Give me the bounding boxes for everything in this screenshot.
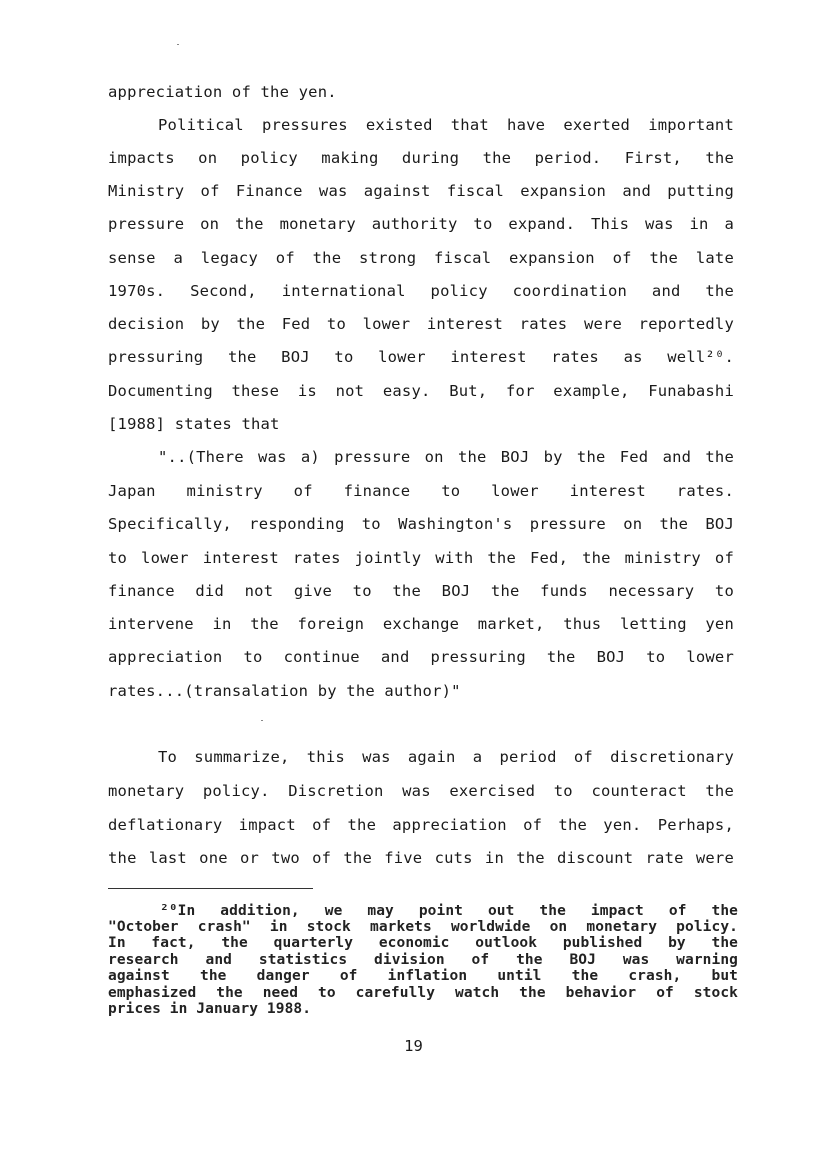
footnote-line: "October crash" in stock markets worldwide on monetary policy. — [108, 919, 738, 935]
body-line: [1988] states that — [108, 415, 280, 433]
body-line: Ministry of Finance was against fiscal expansion and putting — [108, 182, 734, 200]
body-line: pressure on the monetary authority to expand. This was in a — [108, 215, 734, 233]
footnote-line: research and statistics division of the BOJ was warning — [108, 952, 738, 968]
quote-line: Specifically, responding to Washington's pressure on the BOJ — [108, 515, 734, 533]
scan-speck — [177, 44, 179, 45]
quote-line: appreciation to continue and pressuring the BOJ to lower — [108, 648, 734, 666]
body-line: To summarize, this was again a period of discretionary — [158, 748, 734, 766]
page-number: 19 — [404, 1037, 423, 1055]
quote-line: intervene in the foreign exchange market, thus letting yen — [108, 615, 734, 633]
quote-line: to lower interest rates jointly with the Fed, the ministry of — [108, 549, 734, 567]
footnote-line: In fact, the quarterly economic outlook published by the — [108, 935, 738, 951]
body-line: Political pressures existed that have exerted important — [158, 116, 734, 134]
body-line: monetary policy. Discretion was exercised to counteract the — [108, 782, 734, 800]
quote-line: Japan ministry of finance to lower interest rates. — [108, 482, 734, 500]
body-line: impacts on policy making during the period. First, the — [108, 149, 734, 167]
scan-speck — [261, 720, 263, 721]
quote-line: "..(There was a) pressure on the BOJ by the Fed and the — [158, 448, 734, 466]
footnote-line: emphasized the need to carefully watch the behavior of stock — [108, 985, 738, 1001]
body-line: sense a legacy of the strong fiscal expansion of the late — [108, 249, 734, 267]
quote-line: rates...(transalation by the author)" — [108, 682, 461, 700]
body-line: deflationary impact of the appreciation of the yen. Perhaps, — [108, 816, 734, 834]
body-line: the last one or two of the five cuts in the discount rate were — [108, 849, 734, 867]
quote-line: finance did not give to the BOJ the funds necessary to — [108, 582, 734, 600]
body-line: 1970s. Second, international policy coordination and the — [108, 282, 734, 300]
footnote-line: ²⁰In addition, we may point out the impact of the — [160, 903, 738, 919]
body-line: decision by the Fed to lower interest rates were reportedly — [108, 315, 734, 333]
body-line: appreciation of the yen. — [108, 83, 337, 101]
body-line: pressuring the BOJ to lower interest rates as well²⁰. — [108, 348, 734, 366]
footnote-line: prices in January 1988. — [108, 1001, 312, 1017]
footnote-rule — [108, 888, 313, 889]
body-line: Documenting these is not easy. But, for example, Funabashi — [108, 382, 734, 400]
footnote-line: against the danger of inflation until the crash, but — [108, 968, 738, 984]
